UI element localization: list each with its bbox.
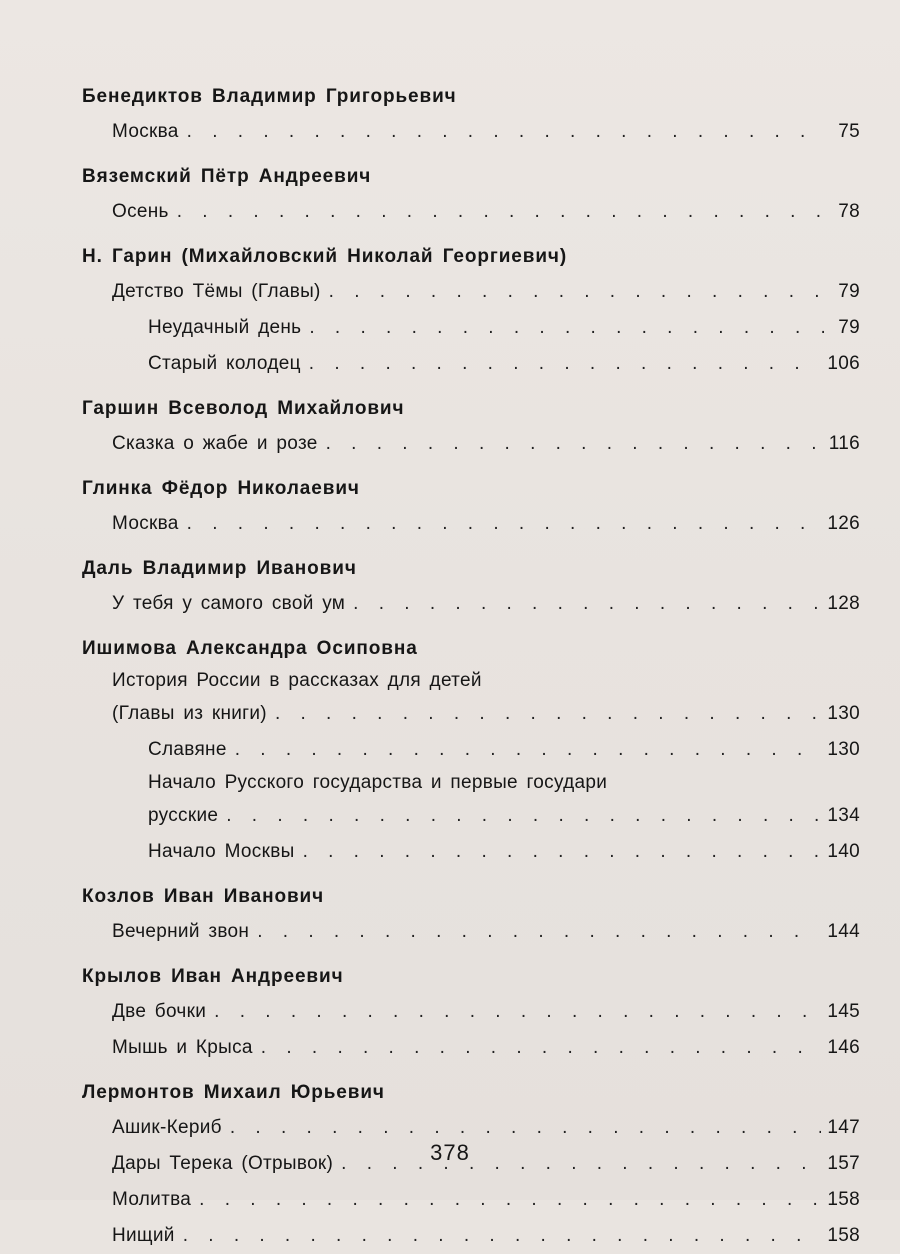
author-heading: Крылов Иван Андреевич [82, 966, 344, 987]
toc-entry [82, 1182, 860, 1218]
entry-title: Москва [112, 121, 179, 142]
author-heading: Ишимова Александра Осиповна [82, 638, 418, 659]
toc-entry [82, 1218, 860, 1254]
author-heading: Вяземский Пётр Андреевич [82, 166, 372, 187]
entry-page: 146 [827, 1037, 860, 1058]
toc-entry [82, 696, 860, 732]
toc-subentry-line1 [82, 768, 860, 798]
entry-page: 75 [838, 121, 860, 142]
dot-leader [329, 274, 824, 310]
entry-page: 147 [827, 1117, 860, 1138]
entry-page: 134 [827, 805, 860, 826]
dot-leader [177, 194, 824, 230]
author-heading: Даль Владимир Иванович [82, 558, 357, 579]
entry-title: Нищий [112, 1225, 175, 1246]
page-number: 378 [430, 1140, 470, 1165]
entry-page: 158 [827, 1189, 860, 1210]
toc-entry [82, 274, 860, 310]
entry-title: Осень [112, 201, 169, 222]
dot-leader [353, 586, 821, 622]
entry-title: Вечерний звон [112, 921, 250, 942]
entry-title: Две бочки [112, 1001, 207, 1022]
dot-leader [275, 696, 821, 732]
entry-title: Молитва [112, 1189, 192, 1210]
dot-leader [187, 114, 824, 150]
entry-page: 128 [827, 593, 860, 614]
toc-entry [82, 914, 860, 950]
toc-entry [82, 586, 860, 622]
entry-title: Неудачный день [148, 317, 302, 338]
entry-page: 130 [827, 739, 860, 760]
entry-page: 145 [827, 1001, 860, 1022]
entry-page: 79 [838, 317, 860, 338]
dot-leader [309, 310, 824, 346]
entry-title: русские [148, 805, 219, 826]
entry-title: Детство Тёмы (Главы) [112, 281, 321, 302]
entry-title: Начало Москвы [148, 841, 295, 862]
entry-page: 116 [828, 433, 860, 454]
entry-title: Мышь и Крыса [112, 1037, 253, 1058]
entry-page: 157 [827, 1153, 860, 1174]
dot-leader [261, 1030, 822, 1066]
entry-page: 78 [838, 201, 860, 222]
toc-entry [82, 994, 860, 1030]
entry-title: Славяне [148, 739, 227, 760]
entry-title-line1: Начало Русского государства и первые государи [148, 772, 608, 793]
toc-subentry [82, 834, 860, 870]
entry-page: 79 [838, 281, 860, 302]
toc-entry [82, 1030, 860, 1066]
author-heading: Гаршин Всеволод Михайлович [82, 398, 405, 419]
dot-leader [326, 426, 823, 462]
entry-title: Ашик-Кериб [112, 1117, 222, 1138]
author-heading: Н. Гарин (Михайловский Николай Георгиевич) [82, 246, 568, 267]
toc-subentry [82, 346, 860, 382]
author-heading: Козлов Иван Иванович [82, 886, 325, 907]
toc-entry [82, 194, 860, 230]
author-heading: Глинка Фёдор Николаевич [82, 478, 360, 499]
entry-title: (Главы из книги) [112, 703, 267, 724]
entry-title: Сказка о жабе и розе [112, 433, 318, 454]
entry-title: Дары Терека (Отрывок) [112, 1153, 334, 1174]
dot-leader [309, 346, 822, 382]
entry-page: 130 [827, 703, 860, 724]
dot-leader [187, 506, 822, 542]
dot-leader [214, 994, 821, 1030]
dot-leader [303, 834, 822, 870]
entry-title: Старый колодец [148, 353, 301, 374]
toc-subentry [82, 798, 860, 834]
table-of-contents [82, 80, 860, 1254]
entry-page: 126 [827, 513, 860, 534]
dot-leader [183, 1218, 822, 1254]
toc-entry [82, 426, 860, 462]
toc-entry [82, 114, 860, 150]
dot-leader [257, 914, 821, 950]
toc-subentry [82, 732, 860, 768]
entry-title: Москва [112, 513, 179, 534]
entry-page: 106 [827, 353, 860, 374]
toc-entry [82, 506, 860, 542]
entry-title: У тебя у самого свой ум [112, 593, 346, 614]
toc-subentry [82, 310, 860, 346]
entry-page: 158 [827, 1225, 860, 1246]
dot-leader [235, 732, 822, 768]
entry-page: 144 [827, 921, 860, 942]
entry-title-line1: История России в рассказах для детей [112, 670, 482, 691]
dot-leader [199, 1182, 821, 1218]
author-heading: Лермонтов Михаил Юрьевич [82, 1082, 385, 1103]
toc-entry-line1 [82, 666, 860, 696]
author-heading: Бенедиктов Владимир Григорьевич [82, 86, 457, 107]
dot-leader [226, 798, 821, 834]
entry-page: 140 [827, 841, 860, 862]
